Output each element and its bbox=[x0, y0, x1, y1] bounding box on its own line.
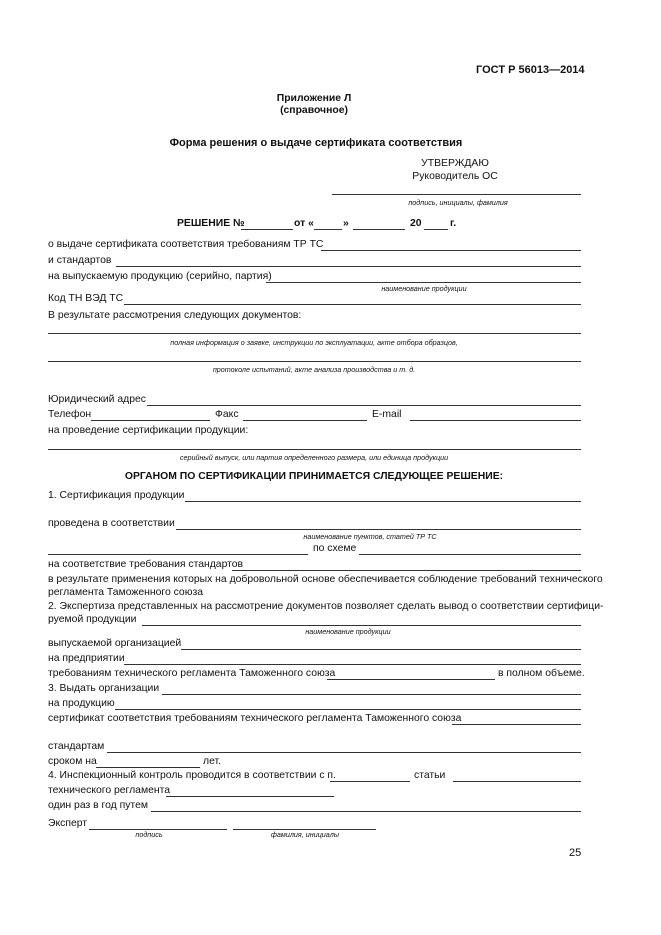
caption-tr-ts-points: наименование пунктов, статей ТР ТС bbox=[303, 532, 437, 541]
form-title: Форма решения о выдаче сертификата соответствия bbox=[169, 137, 463, 149]
page-number: 25 bbox=[569, 847, 582, 859]
decision-prefix: РЕШЕНИЕ № bbox=[177, 218, 245, 229]
line-tnved-field[interactable] bbox=[124, 304, 581, 305]
line-cert-req: о выдаче сертификата соответствия требованиям ТР ТС bbox=[48, 239, 324, 250]
item4-article-field[interactable] bbox=[453, 781, 581, 782]
item1-standards-field[interactable] bbox=[232, 570, 581, 571]
decision-day-line[interactable] bbox=[314, 229, 342, 230]
item3-product: на продукцию bbox=[48, 698, 115, 709]
email-field[interactable] bbox=[410, 420, 581, 421]
line-cert-req-field[interactable] bbox=[321, 250, 581, 251]
item4-method-field[interactable] bbox=[151, 811, 581, 812]
line-tnved: Код ТН ВЭД ТС bbox=[48, 293, 124, 304]
scheme-label: по схеме bbox=[313, 543, 357, 554]
item2-enterprise-field[interactable] bbox=[124, 664, 581, 665]
fax-label: Факс bbox=[215, 409, 239, 420]
item3-issue-field[interactable] bbox=[162, 694, 581, 695]
cert-on-field[interactable] bbox=[48, 449, 581, 450]
item3-issue: 3. Выдать организации bbox=[48, 683, 160, 694]
item4-regulation: технического регламента bbox=[48, 785, 171, 796]
line-standards: и стандартов bbox=[48, 255, 112, 266]
line-product-field[interactable] bbox=[266, 282, 581, 283]
scheme-field[interactable] bbox=[359, 554, 581, 555]
item2-enterprise: на предприятии bbox=[48, 653, 125, 664]
approve-who: Руководитель ОС bbox=[412, 171, 498, 182]
email-label: E-mail bbox=[372, 409, 402, 420]
item3-term: сроком на bbox=[48, 756, 97, 767]
caption-item2-product: наименование продукции bbox=[305, 627, 391, 636]
item1-label: 1. Сертификация продукции bbox=[48, 490, 185, 501]
fax-field[interactable] bbox=[243, 420, 367, 421]
item3-standards-field[interactable] bbox=[107, 752, 581, 753]
address-field[interactable] bbox=[147, 405, 581, 406]
review-docs-field-1[interactable] bbox=[48, 333, 581, 334]
decision-year: 20 bbox=[410, 218, 422, 229]
item2-requirements: требованиям технического регламента Таможенного союза bbox=[48, 668, 336, 679]
appendix-note: (справочное) bbox=[280, 105, 348, 116]
decision-number-line[interactable] bbox=[241, 229, 293, 230]
item3-certificate: сертификат соответствия требованиям технического регламента Таможенного союза bbox=[48, 713, 462, 724]
line-review-docs: В результате рассмотрения следующих документов: bbox=[48, 310, 302, 321]
approve-caption: подпись, инициалы, фамилия bbox=[408, 198, 508, 207]
caption-product-name: наименование продукции bbox=[381, 284, 467, 293]
appendix-title: Приложение Л bbox=[276, 93, 352, 104]
decision-close-quote: » bbox=[343, 218, 349, 229]
line-standards-field[interactable] bbox=[116, 266, 581, 267]
item4-article: статьи bbox=[414, 770, 446, 781]
caption-expert-name: фамилия, инициалы bbox=[270, 830, 340, 839]
item3-certificate-field[interactable] bbox=[452, 724, 581, 725]
item2-text-2: руемой продукции bbox=[48, 614, 137, 625]
decision-g: г. bbox=[450, 218, 457, 229]
standard-number: ГОСТ Р 56013—2014 bbox=[476, 64, 585, 76]
cert-on-label: на проведение сертификации продукции: bbox=[48, 425, 249, 436]
caption-review-2: протоколе испытаний, акте анализа производства и т. д. bbox=[212, 365, 416, 374]
item1-conducted-field[interactable] bbox=[176, 529, 581, 530]
item3-years: лет. bbox=[203, 756, 221, 767]
item2-requirements-field[interactable] bbox=[327, 679, 495, 680]
phone-field[interactable] bbox=[91, 420, 210, 421]
item1-field[interactable] bbox=[185, 501, 581, 502]
item2-product-field[interactable] bbox=[142, 625, 581, 626]
item2-organization: выпускаемой организацией bbox=[48, 638, 182, 649]
item4-regulation-field[interactable] bbox=[166, 796, 334, 797]
approve-word: УТВЕРЖДАЮ bbox=[421, 158, 489, 169]
item2-organization-field[interactable] bbox=[181, 649, 581, 650]
body-title: ОРГАНОМ ПО СЕРТИФИКАЦИИ ПРИНИМАЕТСЯ СЛЕДУЮЩЕЕ РЕШЕНИЕ: bbox=[124, 471, 504, 482]
caption-expert-signature: подпись bbox=[135, 830, 163, 839]
phone-label: Телефон bbox=[48, 409, 92, 420]
decision-year-line[interactable] bbox=[424, 229, 448, 230]
decision-from: от « bbox=[294, 218, 314, 229]
caption-cert-on: серийный выпуск, или партия определенного размера, или единица продукции bbox=[179, 453, 449, 462]
item1-standards: на соответствие требования стандартов bbox=[48, 559, 244, 570]
item1-voluntary-2: регламента Таможенного союза bbox=[48, 587, 204, 598]
approve-signature-line[interactable] bbox=[332, 194, 581, 195]
review-docs-field-2[interactable] bbox=[48, 361, 581, 362]
decision-month-line[interactable] bbox=[353, 229, 405, 230]
expert-label: Эксперт bbox=[48, 818, 88, 829]
item1-voluntary-1: в результате применения которых на добровольной основе обеспечивается соблюдение требований технического bbox=[48, 574, 603, 585]
item1-conducted: проведена в соответствии bbox=[48, 518, 175, 529]
item4-clause-field[interactable] bbox=[330, 781, 410, 782]
item1-extra-field[interactable] bbox=[48, 554, 308, 555]
item2-text-1: 2. Экспертиза представленных на рассмотрение документов позволяет сделать вывод о соответствии сертифици- bbox=[48, 601, 604, 612]
item4-once-a-year: один раз в год путем bbox=[48, 800, 148, 811]
address-label: Юридический адрес bbox=[48, 394, 146, 405]
item2-full-volume: в полном объеме. bbox=[498, 668, 585, 679]
item3-product-field[interactable] bbox=[115, 709, 581, 710]
item4-inspection: 4. Инспекционный контроль проводится в соответствии с п. bbox=[48, 770, 336, 781]
line-product: на выпускаемую продукцию (серийно, партия) bbox=[48, 271, 272, 282]
item3-standards: стандартам bbox=[48, 741, 105, 752]
item3-term-field[interactable] bbox=[96, 767, 200, 768]
caption-review-1: полная информация о заявке, инструкции по эксплуатации, акте отбора образцов, bbox=[170, 338, 458, 347]
